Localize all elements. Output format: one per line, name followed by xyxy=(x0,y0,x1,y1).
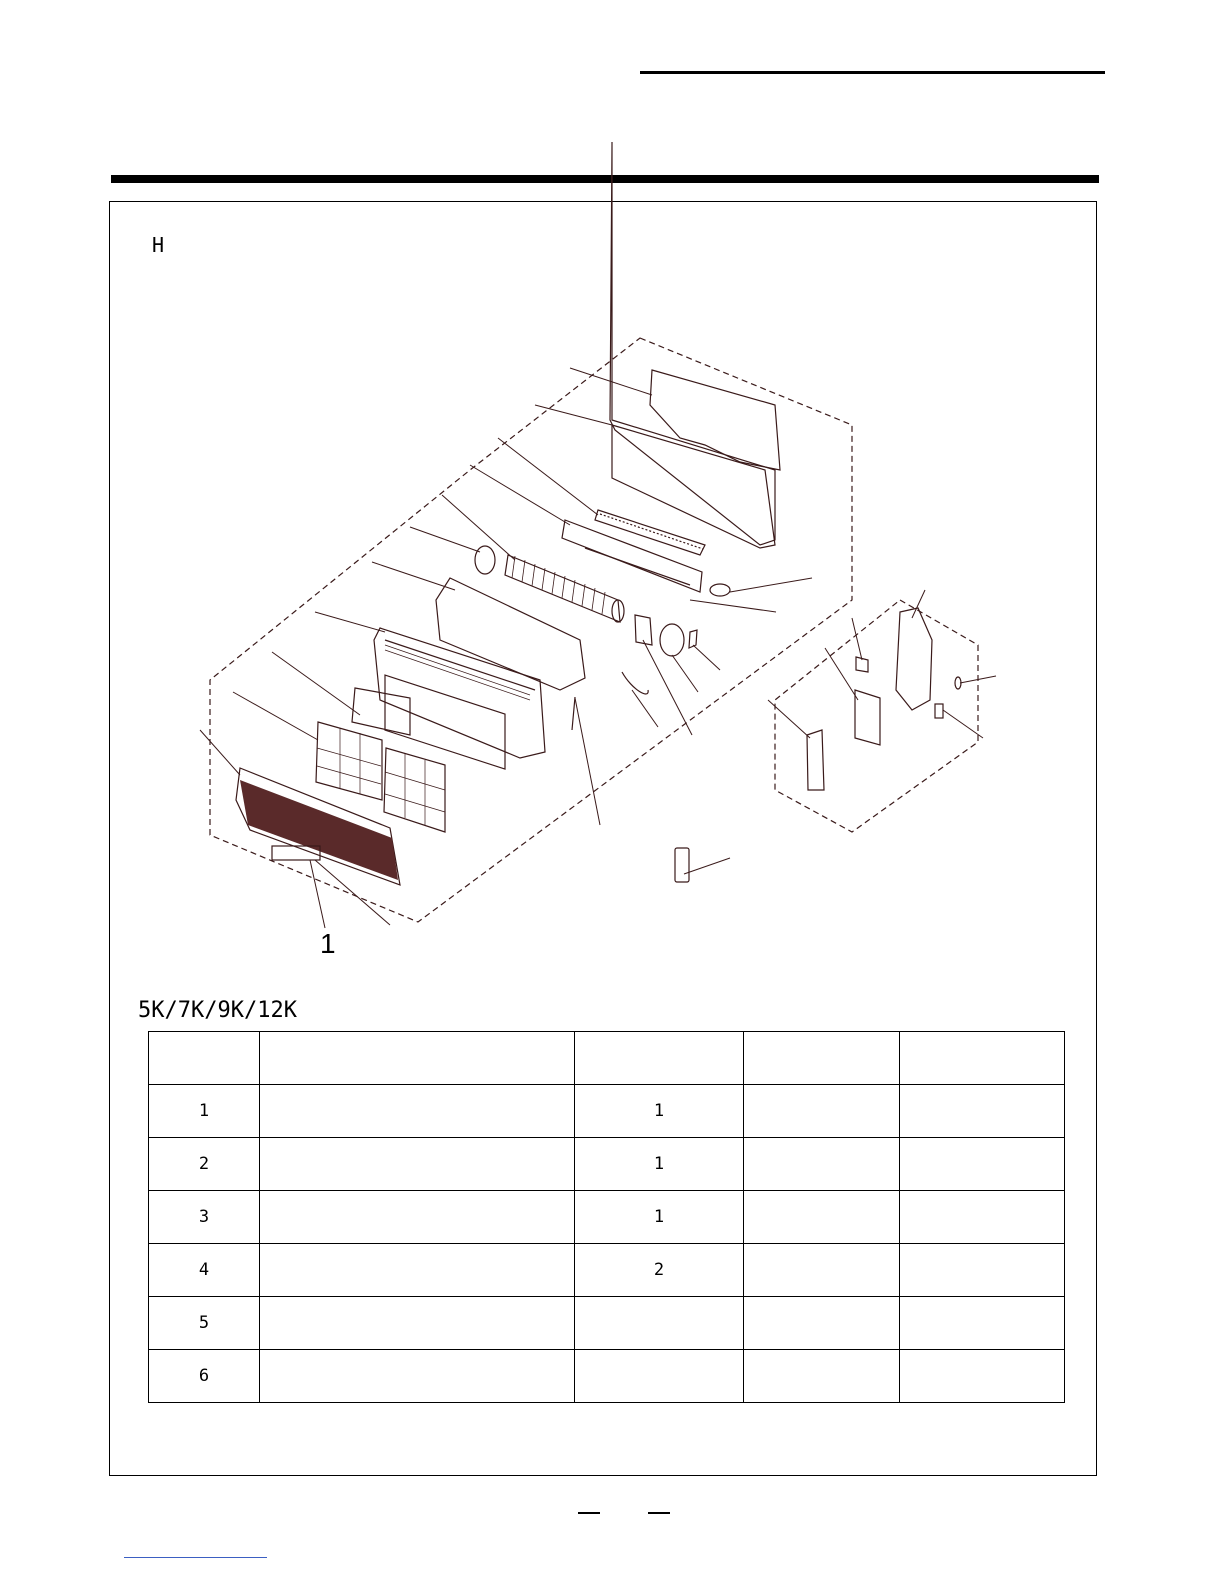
parts-table xyxy=(148,1031,1065,1403)
remote-control xyxy=(675,848,689,882)
table-row xyxy=(149,1297,1065,1350)
cell-name xyxy=(260,1297,575,1350)
header-col4 xyxy=(744,1032,900,1085)
air-filter-small xyxy=(352,688,410,735)
cell-col4 xyxy=(744,1085,900,1138)
drain-hose xyxy=(622,672,648,694)
cell-col4 xyxy=(744,1138,900,1191)
air-filter-right xyxy=(384,748,445,832)
table-header-row xyxy=(149,1032,1065,1085)
cable xyxy=(572,697,575,730)
motor-cover xyxy=(660,624,684,656)
table-row xyxy=(149,1191,1065,1244)
cell-col5 xyxy=(900,1138,1065,1191)
page-number-dash-right xyxy=(648,1512,670,1514)
section-letter: H xyxy=(152,233,165,257)
cell-col5 xyxy=(900,1297,1065,1350)
cell-col5 xyxy=(900,1350,1065,1403)
chassis xyxy=(610,142,775,545)
cell-col5 xyxy=(900,1191,1065,1244)
model-label: 5K/7K/9K/12K xyxy=(138,998,297,1023)
cell-col5 xyxy=(900,1085,1065,1138)
table-row xyxy=(149,1085,1065,1138)
pcb xyxy=(855,690,880,745)
header-name xyxy=(260,1032,575,1085)
cell-col4 xyxy=(744,1191,900,1244)
cell-qty: 1 xyxy=(575,1085,744,1138)
bearing-seat xyxy=(475,546,495,574)
air-filter-left xyxy=(316,722,382,800)
cell-name xyxy=(260,1138,575,1191)
callout-number: 1 xyxy=(320,928,336,959)
evaporator-coil xyxy=(595,510,705,555)
cell-no: 3 xyxy=(149,1191,260,1244)
cell-qty: 1 xyxy=(575,1138,744,1191)
page-number-dash-left xyxy=(578,1512,600,1514)
cell-no: 6 xyxy=(149,1350,260,1403)
cell-no: 1 xyxy=(149,1085,260,1138)
table-row xyxy=(149,1244,1065,1297)
cell-name xyxy=(260,1350,575,1403)
table-row xyxy=(149,1138,1065,1191)
cell-col4 xyxy=(744,1350,900,1403)
cell-col5 xyxy=(900,1244,1065,1297)
cell-qty xyxy=(575,1350,744,1403)
footer-link[interactable] xyxy=(124,1557,267,1558)
header-col5 xyxy=(900,1032,1065,1085)
cell-qty xyxy=(575,1297,744,1350)
table-row xyxy=(149,1350,1065,1403)
cell-no: 4 xyxy=(149,1244,260,1297)
cell-name xyxy=(260,1191,575,1244)
header-no xyxy=(149,1032,260,1085)
cell-col4 xyxy=(744,1244,900,1297)
sensor xyxy=(935,704,943,718)
cell-no: 2 xyxy=(149,1138,260,1191)
bearing xyxy=(710,584,730,596)
cell-col4 xyxy=(744,1297,900,1350)
header-qty xyxy=(575,1032,744,1085)
wire-clip xyxy=(807,730,824,790)
chassis-body xyxy=(612,425,775,548)
cell-qty: 1 xyxy=(575,1191,744,1244)
cell-name xyxy=(260,1244,575,1297)
cell-no: 5 xyxy=(149,1297,260,1350)
e-box-cover xyxy=(896,608,932,710)
cell-qty: 2 xyxy=(575,1244,744,1297)
cell-name xyxy=(260,1085,575,1138)
